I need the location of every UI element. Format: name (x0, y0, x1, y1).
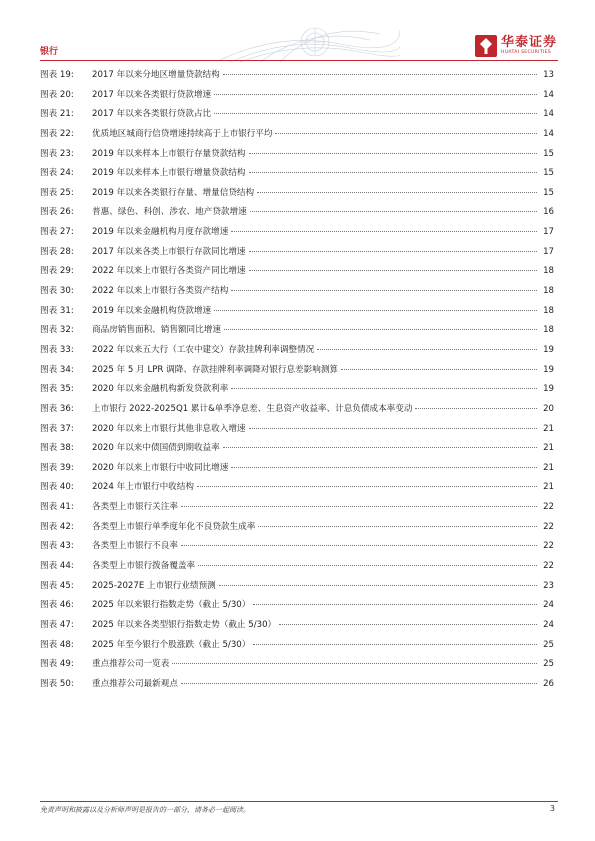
toc-entry-number: 图表 25: (40, 187, 74, 198)
toc-entry-title: 2020 年以来上市银行中收同比增速 (92, 462, 229, 473)
toc-entry-title: 2022 年以来上市银行各类资产结构 (92, 286, 229, 297)
toc-dot-leader (275, 133, 537, 134)
toc-entry-page: 14 (543, 109, 554, 120)
toc-entry-title: 2019 年以来各类银行存量、增量信贷结构 (92, 187, 255, 198)
toc-entry[interactable] (40, 579, 554, 599)
toc-entry[interactable] (40, 402, 554, 422)
toc-entry[interactable] (40, 559, 554, 579)
toc-entry-number: 图表 50: (40, 678, 74, 689)
toc-dot-leader (231, 388, 537, 389)
toc-entry-number: 图表 34: (40, 364, 74, 375)
toc-dot-leader (224, 329, 537, 330)
toc-entry-title: 2020 年以来上市银行其他非息收入增速 (92, 423, 246, 434)
toc-entry[interactable] (40, 343, 554, 363)
footer-divider (40, 801, 558, 802)
toc-entry-number: 图表 35: (40, 384, 74, 395)
toc-entry-page: 15 (543, 148, 554, 159)
toc-entry-page: 21 (543, 462, 554, 473)
toc-entry-page: 17 (543, 227, 554, 238)
toc-entry-title: 优质地区城商行信贷增速持续高于上市银行平均 (92, 128, 273, 139)
toc-entry[interactable] (40, 245, 554, 265)
toc-dot-leader (415, 408, 537, 409)
toc-entry[interactable] (40, 88, 554, 108)
toc-entry[interactable] (40, 323, 554, 343)
toc-entry-page: 23 (543, 580, 554, 591)
toc-entry-title: 2019 年以来金融机构贷款增速 (92, 305, 212, 316)
toc-entry[interactable] (40, 186, 554, 206)
toc-entry-number: 图表 22: (40, 128, 74, 139)
toc-entry-number: 图表 19: (40, 70, 74, 80)
toc-dot-leader (198, 565, 537, 566)
toc-entry-title: 2017 年以来各类银行贷款增速 (92, 89, 212, 100)
toc-entry-page: 26 (543, 678, 554, 689)
toc-entry[interactable] (40, 264, 554, 284)
section-tag: 银行 (40, 47, 59, 57)
toc-entry-title: 商品房销售面积、销售额同比增速 (92, 325, 221, 336)
toc-entry-number: 图表 38: (40, 443, 74, 454)
toc-entry-page: 24 (543, 619, 554, 630)
toc-dot-leader (231, 467, 537, 468)
toc-entry-title: 2024 年上市银行中收结构 (92, 482, 194, 493)
toc-dot-leader (249, 251, 537, 252)
toc-entry-page: 14 (543, 89, 554, 100)
toc-entry-title: 2025 年 5 月 LPR 调降、存款挂牌利率调降对银行息差影响测算 (92, 364, 339, 375)
toc-entry-page: 21 (543, 482, 554, 493)
toc-entry-page: 15 (543, 168, 554, 179)
toc-dot-leader (258, 526, 537, 527)
toc-entry-number: 图表 21: (40, 109, 74, 120)
header-divider (40, 60, 558, 61)
toc-dot-leader (253, 644, 537, 645)
toc-entry[interactable] (40, 657, 554, 677)
toc-dot-leader (219, 585, 537, 586)
toc-dot-leader (181, 683, 537, 684)
toc-entry-number: 图表 36: (40, 403, 74, 414)
toc-entry-number: 图表 23: (40, 148, 74, 159)
toc-entry-title: 2017 年以来分地区增量贷款结构 (92, 70, 220, 80)
toc-entry-title: 2020 年以来金融机构新发贷款利率 (92, 384, 229, 395)
toc-entry-page: 22 (543, 561, 554, 572)
toc-entry-title: 2025 年至今银行个股涨跌（截止 5/30） (92, 639, 251, 650)
toc-dot-leader (214, 113, 537, 114)
toc-entry-title: 2022 年以来上市银行各类资产同比增速 (92, 266, 246, 277)
toc-entry-page: 25 (543, 659, 554, 670)
toc-entry-number: 图表 46: (40, 600, 74, 611)
toc-entry-title: 重点推荐公司一览表 (92, 659, 170, 670)
toc-dot-leader (341, 369, 537, 370)
toc-entry[interactable] (40, 205, 554, 225)
toc-entry-number: 图表 45: (40, 580, 74, 591)
toc-entry-number: 图表 24: (40, 168, 74, 179)
toc-dot-leader (231, 231, 537, 232)
toc-entry-page: 17 (543, 246, 554, 257)
toc-dot-leader (253, 604, 537, 605)
toc-dot-leader (249, 428, 537, 429)
toc-entry-number: 图表 27: (40, 227, 74, 238)
toc-entry-page: 19 (543, 384, 554, 395)
toc-entry-page: 18 (543, 286, 554, 297)
toc-entry-number: 图表 40: (40, 482, 74, 493)
toc-dot-leader (250, 211, 537, 212)
toc-entry-title: 2025 年以来银行指数走势（截止 5/30） (92, 600, 251, 611)
toc-entry-title: 各类型上市银行单季度年化不良贷款生成率 (92, 521, 256, 532)
toc-entry-number: 图表 32: (40, 325, 74, 336)
toc-entry-page: 20 (543, 403, 554, 414)
toc-dot-leader (223, 74, 537, 75)
toc-entry-page: 18 (543, 266, 554, 277)
toc-entry-page: 24 (543, 600, 554, 611)
toc-dot-leader (257, 192, 537, 193)
toc-entry[interactable] (40, 598, 554, 618)
toc-entry-page: 22 (543, 502, 554, 513)
toc-entry-number: 图表 47: (40, 619, 74, 630)
toc-entry-number: 图表 31: (40, 305, 74, 316)
toc-entry[interactable] (40, 166, 554, 186)
toc-dot-leader (214, 94, 537, 95)
toc-dot-leader (172, 663, 537, 664)
toc-entry-number: 图表 30: (40, 286, 74, 297)
toc-entry[interactable] (40, 461, 554, 481)
toc-entry-title: 2017 年以来各类上市银行存款同比增速 (92, 246, 246, 257)
toc-entry[interactable] (40, 225, 554, 245)
toc-entry-number: 图表 20: (40, 89, 74, 100)
toc-entry[interactable] (40, 127, 554, 147)
toc-entry-number: 图表 28: (40, 246, 74, 257)
toc-entry-page: 13 (543, 70, 554, 80)
toc-entry-page: 21 (543, 423, 554, 434)
toc-entry-title: 各类型上市银行不良率 (92, 541, 178, 552)
huatai-logo (475, 35, 557, 57)
toc-entry-title: 2020 年以来中债国债到期收益率 (92, 443, 220, 454)
toc-entry-number: 图表 37: (40, 423, 74, 434)
toc-entry-title: 普惠、绿色、科创、涉农、地产贷款增速 (92, 207, 247, 218)
header-decoration-graphic (220, 22, 400, 62)
toc-entry-number: 图表 26: (40, 207, 74, 218)
toc-entry-number: 图表 39: (40, 462, 74, 473)
toc-entry-page: 16 (543, 207, 554, 218)
toc-entry-page: 15 (543, 187, 554, 198)
toc-entry-title: 2025-2027E 上市银行业绩预测 (92, 580, 216, 591)
toc-entry-page: 22 (543, 521, 554, 532)
toc-dot-leader (214, 310, 537, 311)
toc-entry-number: 图表 41: (40, 502, 74, 513)
toc-entry-title: 上市银行 2022-2025Q1 累计&单季净息差、生息资产收益率、计息负债成本率变动 (92, 403, 413, 414)
toc-dot-leader (249, 153, 537, 154)
toc-entry-title: 2025 年以来各类型银行指数走势（截止 5/30） (92, 619, 277, 630)
toc-dot-leader (181, 545, 537, 546)
toc-entry-number: 图表 43: (40, 541, 74, 552)
logo-chinese-name: 华泰证券 (500, 35, 557, 50)
toc-entry-title: 2017 年以来各类银行贷款占比 (92, 109, 212, 120)
toc-entry[interactable] (40, 363, 554, 383)
toc-entry-page: 25 (543, 639, 554, 650)
toc-entry[interactable] (40, 520, 554, 540)
toc-entry[interactable] (40, 422, 554, 442)
toc-dot-leader (317, 349, 537, 350)
toc-entry-title: 2019 年以来样本上市银行增量贷款结构 (92, 168, 246, 179)
toc-dot-leader (223, 447, 537, 448)
toc-dot-leader (231, 290, 537, 291)
toc-entry[interactable] (40, 638, 554, 658)
figure-table-of-contents (40, 68, 554, 697)
toc-entry[interactable] (40, 68, 554, 88)
toc-dot-leader (197, 486, 537, 487)
toc-entry-title: 2019 年以来样本上市银行存量贷款结构 (92, 148, 246, 159)
toc-entry[interactable] (40, 382, 554, 402)
toc-entry-page: 18 (543, 305, 554, 316)
toc-entry-number: 图表 33: (40, 344, 74, 355)
toc-entry-page: 21 (543, 443, 554, 454)
toc-entry-title: 2019 年以来金融机构月度存款增速 (92, 227, 229, 238)
toc-entry[interactable] (40, 441, 554, 461)
toc-entry[interactable] (40, 539, 554, 559)
toc-entry[interactable] (40, 500, 554, 520)
toc-dot-leader (181, 506, 537, 507)
toc-dot-leader (249, 172, 537, 173)
toc-entry[interactable] (40, 618, 554, 638)
toc-entry-page: 14 (543, 128, 554, 139)
toc-entry[interactable] (40, 304, 554, 324)
toc-entry-number: 图表 48: (40, 639, 74, 650)
toc-entry-page: 19 (543, 364, 554, 375)
toc-entry-title: 重点推荐公司最新观点 (92, 678, 178, 689)
toc-dot-leader (279, 624, 537, 625)
footer-disclaimer: 免责声明和披露以及分析师声明是报告的一部分，请务必一起阅读。 (40, 806, 250, 814)
toc-entry-number: 图表 44: (40, 561, 74, 572)
page-header (0, 0, 595, 62)
toc-entry[interactable] (40, 677, 554, 697)
huatai-logo-mark-icon (475, 35, 497, 57)
toc-entry-number: 图表 42: (40, 521, 74, 532)
toc-entry-number: 图表 29: (40, 266, 74, 277)
page-number: 3 (549, 804, 555, 813)
toc-entry-number: 图表 49: (40, 659, 74, 670)
toc-entry[interactable] (40, 107, 554, 127)
toc-entry-page: 19 (543, 344, 554, 355)
toc-entry[interactable] (40, 480, 554, 500)
toc-entry-page: 18 (543, 325, 554, 336)
toc-entry-title: 各类型上市银行拨备覆盖率 (92, 561, 196, 572)
toc-entry-title: 2022 年以来五大行（工农中建交）存款挂牌利率调整情况 (92, 344, 315, 355)
toc-entry[interactable] (40, 284, 554, 304)
logo-english-name: HUATAI SECURITIES (500, 50, 552, 55)
toc-entry[interactable] (40, 147, 554, 167)
toc-entry-title: 各类型上市银行关注率 (92, 502, 178, 513)
toc-entry-page: 22 (543, 541, 554, 552)
toc-dot-leader (249, 270, 537, 271)
